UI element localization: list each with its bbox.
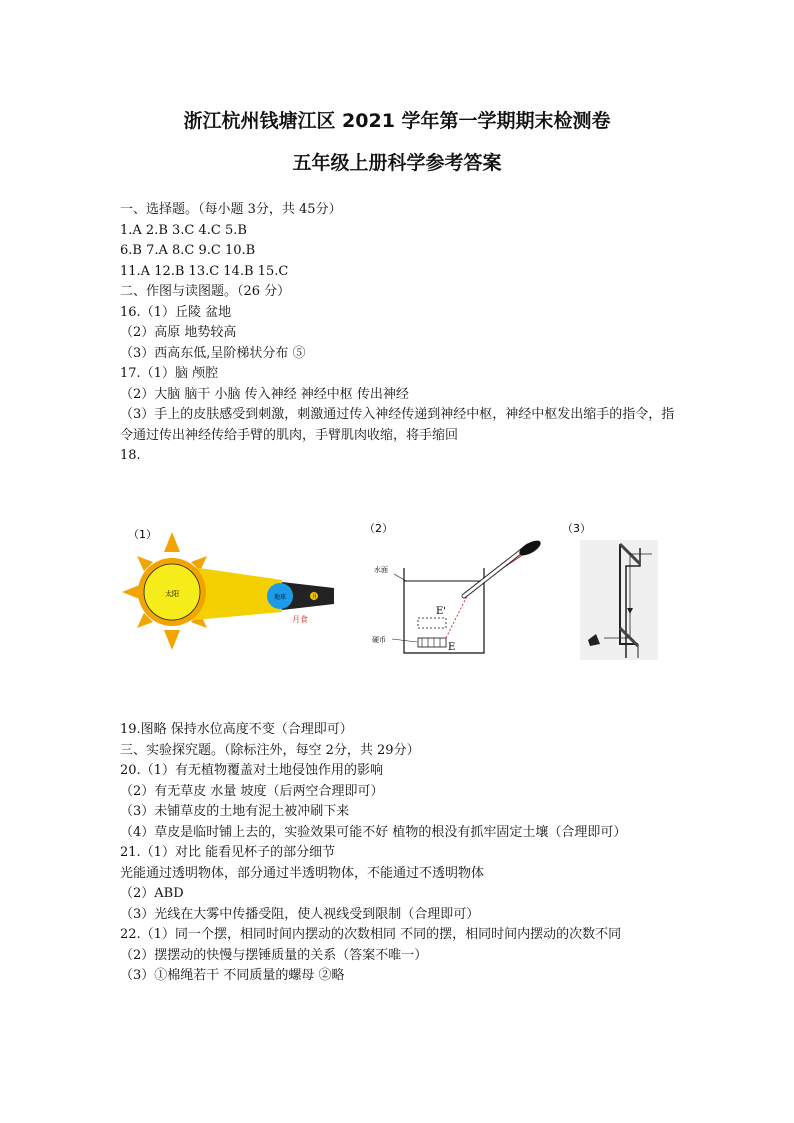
answer-line: （2）有无草皮 水量 坡度（后两空合理即可） [120, 783, 384, 799]
answer-line: （3）西高东低,呈阶梯状分布 ⑤ [120, 345, 306, 361]
answer-line: 20.（1）有无植物覆盖对土地侵蚀作用的影响 [120, 763, 383, 778]
answer-line: 16.（1）丘陵 盆地 [120, 304, 232, 320]
answer-line: （2）高原 地势较高 [120, 325, 237, 340]
page-subtitle: 五年级上册科学参考答案 [292, 152, 502, 174]
sun-label: 太阳 [165, 590, 179, 598]
figure-coin-refraction [362, 518, 552, 658]
answers-part2 [120, 720, 680, 987]
answer-line: （3）光线在大雾中传播受阻，使人视线受到限制（合理即可） [120, 906, 480, 922]
answer-line: 22.（1）同一个摆，相同时间内摆动的次数相同 不同的摆，相同时间内摆动的次数不同 [120, 927, 622, 942]
answer-line: （4）草皮是临时铺上去的，实验效果可能不好 植物的根没有抓牢固定土壤（合理即可） [120, 824, 627, 840]
answer-paragraph: （3）手上的皮肤感受到刺激，刺激通过传入神经传递到神经中枢，神经中枢发出缩手的指令，指令通过传出神经传给手臂的肌肉，手臂肌肉收缩，将手缩回 [120, 407, 675, 443]
section-heading-2: 二、作图与读图题。（26 分） [120, 284, 291, 299]
answer-line: （3）①棉绳若干 不同质量的螺母 ②略 [120, 968, 345, 983]
figure-1-label: （1） [128, 528, 157, 541]
answer-line: （2）大脑 脑干 小脑 传入神经 神经中枢 传出神经 [120, 386, 409, 402]
answer-line: 11.A 12.B 13.C 14.B 15.C [120, 263, 289, 279]
coin-label: 硬币 [372, 636, 386, 644]
image-coin-icon [418, 618, 446, 628]
figure-2-label: （2） [364, 522, 393, 535]
eye-icon [517, 538, 543, 559]
section-heading-3: 三、实验探究题。（除标注外，每空 2分，共 29分） [120, 742, 420, 758]
eclipse-label: 月食 [292, 615, 308, 624]
answer-line: 6.B 7.A 8.C 9.C 10.B [120, 243, 256, 258]
answer-line: 1.A 2.B 3.C 4.C 5.B [120, 222, 247, 238]
moon-label: 月 [312, 594, 318, 600]
image-label: E' [436, 606, 447, 617]
section-heading-1: 一、选择题。（每小题 3分，共 45分） [120, 202, 342, 217]
answer-line: 光能通过透明物体，部分通过半透明物体，不能通过不透明物体 [120, 865, 485, 881]
figure-3-label: （3） [562, 522, 591, 535]
water-surface-label: 水面 [374, 566, 388, 574]
answer-line: （2）摆摆动的快慢与摆锤质量的关系（答案不唯一） [120, 947, 428, 963]
answer-line: （2）ABD [120, 886, 184, 901]
question-label-18: 18. [120, 448, 141, 463]
page-title: 浙江杭州钱塘江区 2021 学年第一学期期末检测卷 [183, 110, 611, 132]
earth-label: 地球 [274, 594, 287, 601]
answer-line: 17.（1）脑 颅腔 [120, 366, 219, 381]
figure-lunar-eclipse [122, 522, 347, 652]
answers-part1 [120, 200, 680, 467]
answer-line: 21.（1）对比 能看见杯子的部分细节 [120, 845, 336, 860]
object-label: E [448, 642, 456, 653]
figure-periscope [560, 518, 670, 663]
answer-line: 19.图略 保持水位高度不变（合理即可） [120, 722, 353, 737]
answer-line: （3）未铺草皮的土地有泥土被冲刷下来 [120, 804, 350, 819]
